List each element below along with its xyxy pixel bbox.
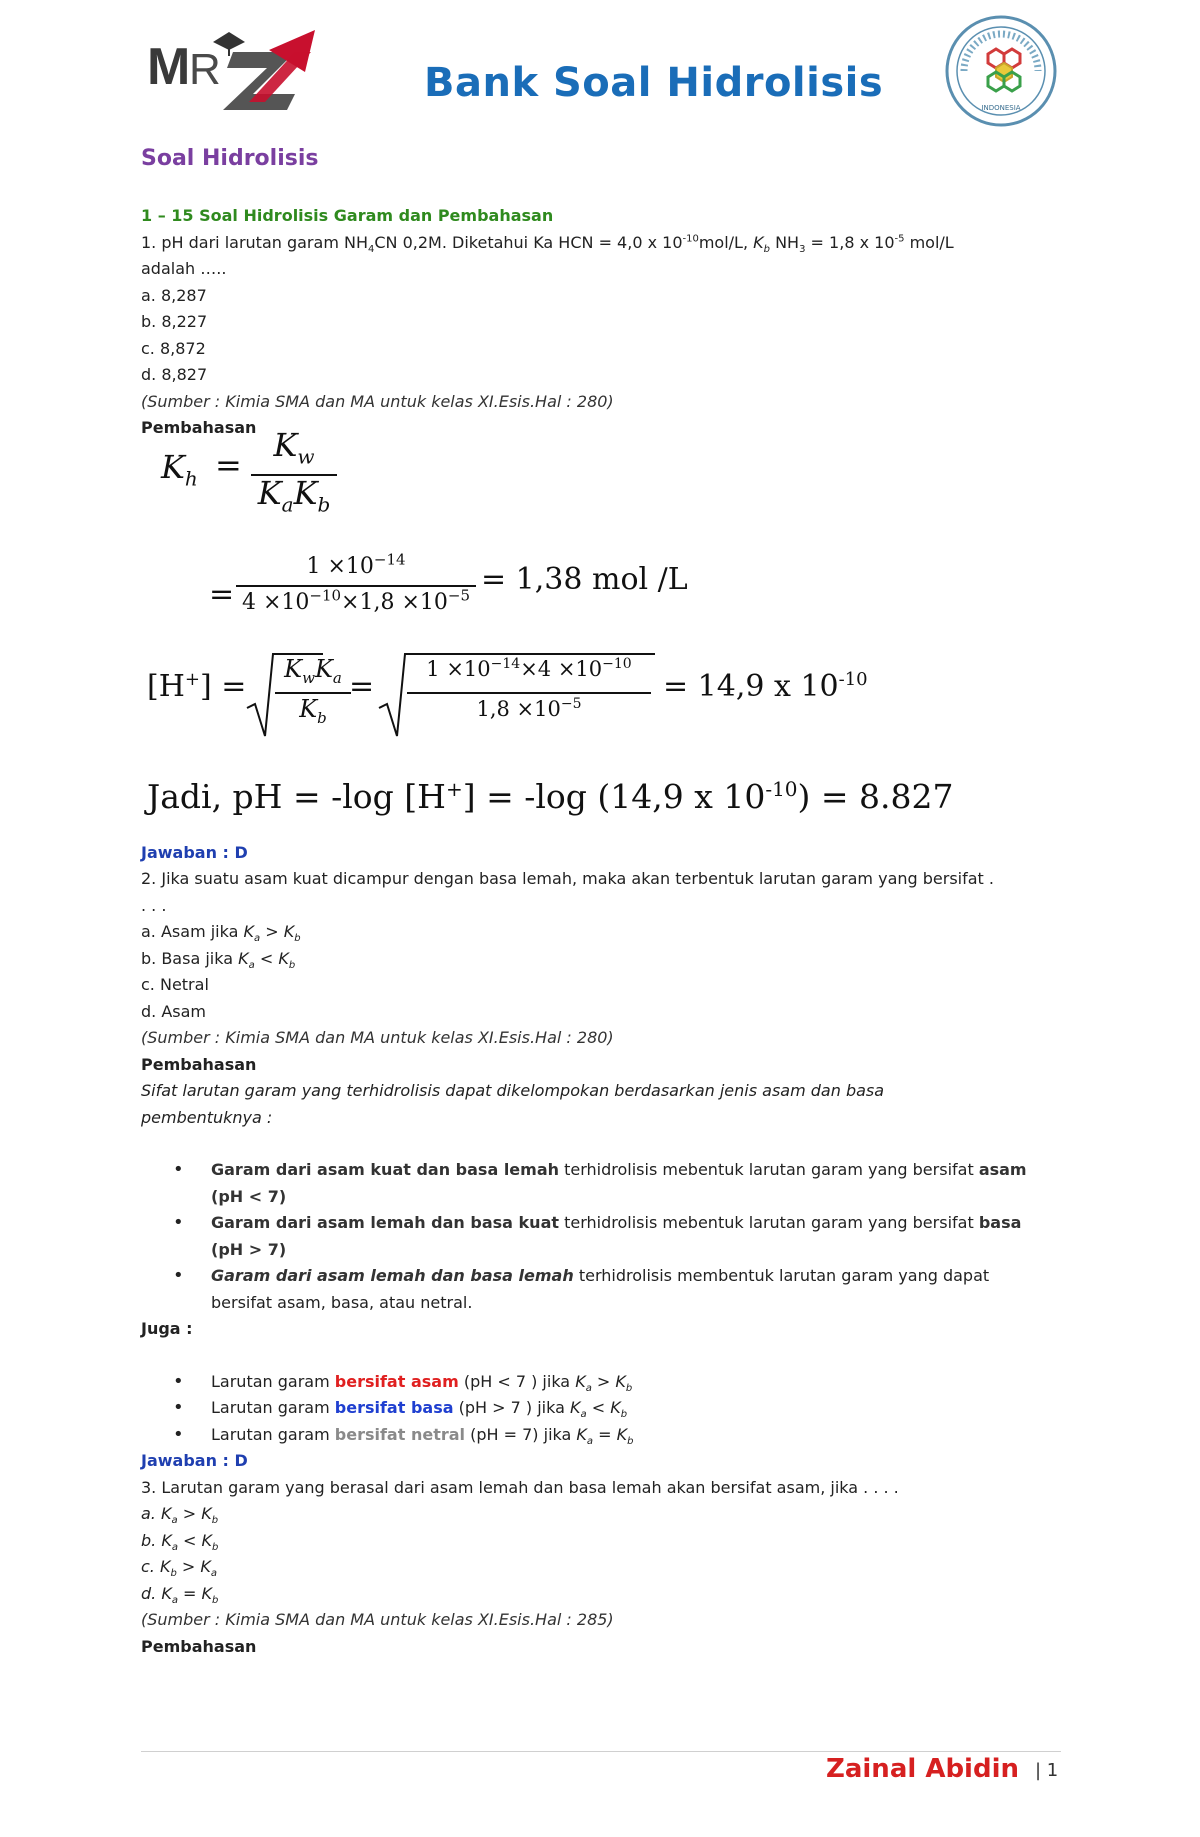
answer-1: Jawaban : D: [141, 842, 248, 862]
list-item: • Larutan garam bersifat asam (pH < 7 ) jika $K_a > K_b$: [141, 1369, 1061, 1396]
juga-label: Juga :: [141, 1319, 193, 1338]
question-1: 1. pH dari larutan garam $NH_4CN$ 0,2M. Diketahui Ka HCN = 4,0 x $10^{-10}mol/L$, $K_b$ $NH_3 = 1,8$ x $10^{-5}$ mol/L: [141, 232, 954, 255]
organization-seal: [944, 14, 1058, 128]
option-c: c. 8,872: [141, 338, 206, 358]
question-1-cont: adalah …..: [141, 259, 227, 278]
page-number: | 1: [1035, 1760, 1059, 1781]
q3-option-a: a. $K_a > K_b$: [141, 1504, 219, 1527]
intro-text-2: pembentuknya :: [141, 1107, 273, 1127]
svg-text:R: R: [189, 45, 219, 94]
svg-text:M: M: [147, 38, 189, 96]
pembahasan-label-3: Pembahasan: [141, 1636, 257, 1656]
subtitle: 1 – 15 Soal Hidrolisis Garam dan Pembahasan: [141, 206, 554, 225]
q3-option-c: c. $K_b > K_a$: [141, 1557, 218, 1580]
question-3: 3. Larutan garam yang berasal dari asam lemah dan basa lemah akan bersifat asam, jika . . . .: [141, 1477, 899, 1497]
answer-2: Jawaban : D: [141, 1451, 248, 1470]
hydrolysis-list: [141, 1157, 1061, 1316]
footer-divider: [141, 1751, 1061, 1752]
list-item: • Garam dari asam lemah dan basa kuat terhidrolisis mebentuk larutan garam yang bersifat basa (pH > 7): [141, 1210, 1061, 1263]
svg-text:INDONESIA: INDONESIA: [981, 104, 1021, 112]
final-ph: Jadi, pH = -log [H+] = -log (14,9 x $10^{-10}) = 8.827$: [147, 776, 954, 816]
q2-option-b: b. Basa jika $K_a < K_b$: [141, 948, 296, 971]
mrz-logo: [145, 22, 345, 114]
author-name: Zainal Abidin: [826, 1754, 1020, 1784]
list-item: • Larutan garam bersifat basa (pH > 7 ) jika $K_a < K_b$: [141, 1395, 1061, 1422]
question-2-cont: . . .: [141, 895, 167, 915]
q2-option-d: d. Asam: [141, 1001, 206, 1021]
list-item: • Garam dari asam kuat dan basa lemah terhidrolisis mebentuk larutan garam yang bersifat asam (pH < 7): [141, 1157, 1061, 1210]
document-body: [141, 203, 1061, 1660]
question-2: 2. Jika suatu asam kuat dicampur dengan basa lemah, maka akan terbentuk larutan garam yang bersifat .: [141, 869, 994, 888]
source-note-2: (Sumber : Kimia SMA dan MA untuk kelas XI.Esis.Hal : 280): [141, 1028, 614, 1047]
list-item: • Garam dari asam lemah dan basa lemah terhidrolisis membentuk larutan garam yang dapat bersifat asam, basa, atau netral.: [141, 1263, 1061, 1316]
list-item: • Larutan garam bersifat netral (pH = 7) jika $K_a = K_b$: [141, 1422, 1061, 1449]
q3-option-b: b. $K_a < K_b$: [141, 1530, 219, 1553]
option-a: a. 8,287: [141, 285, 207, 305]
source-note-3: (Sumber : Kimia SMA dan MA untuk kelas XI.Esis.Hal : 285): [141, 1610, 614, 1629]
q3-option-d: d. $K_a = K_b$: [141, 1583, 219, 1606]
section-title: Soal Hidrolisis: [141, 146, 319, 171]
pembahasan-label-2: Pembahasan: [141, 1054, 257, 1074]
intro-text: Sifat larutan garam yang terhidrolisis dapat dikelompokan berdasarkan jenis asam dan basa: [141, 1081, 885, 1100]
document-title: Bank Soal Hidrolisis: [424, 60, 884, 106]
formula-kh: $K_h$: [161, 447, 198, 490]
option-b: b. 8,227: [141, 312, 208, 331]
source-note: (Sumber : Kimia SMA dan MA untuk kelas XI.Esis.Hal : 280): [141, 391, 614, 411]
juga-list: [141, 1369, 1061, 1449]
pembahasan-label: Pembahasan: [141, 418, 257, 437]
formula-block: $K_h$ = $K_w$ $K_aK_b$ = $1 \times 10^{-14}$ $4 \times 10^{-10}\times 1,8 \times 10^{-5}$ = 1,38 mol /L [H+] = $K_wK_a$ $K_b$ = $1 \times 10^{-14}\times 4 \times 10^{-10}$ $1,8 \times 10^{-5}$ = 14,9 x $10^{-10}$ Jadi, pH = -log [H+] = -log (14,9 x $10^{-10}) = 8.827$: [147, 425, 954, 816]
option-d: d. 8,827: [141, 365, 208, 384]
q2-option-a: a. Asam jika $K_a > K_b$: [141, 922, 301, 945]
q2-option-c: c. Netral: [141, 975, 209, 994]
